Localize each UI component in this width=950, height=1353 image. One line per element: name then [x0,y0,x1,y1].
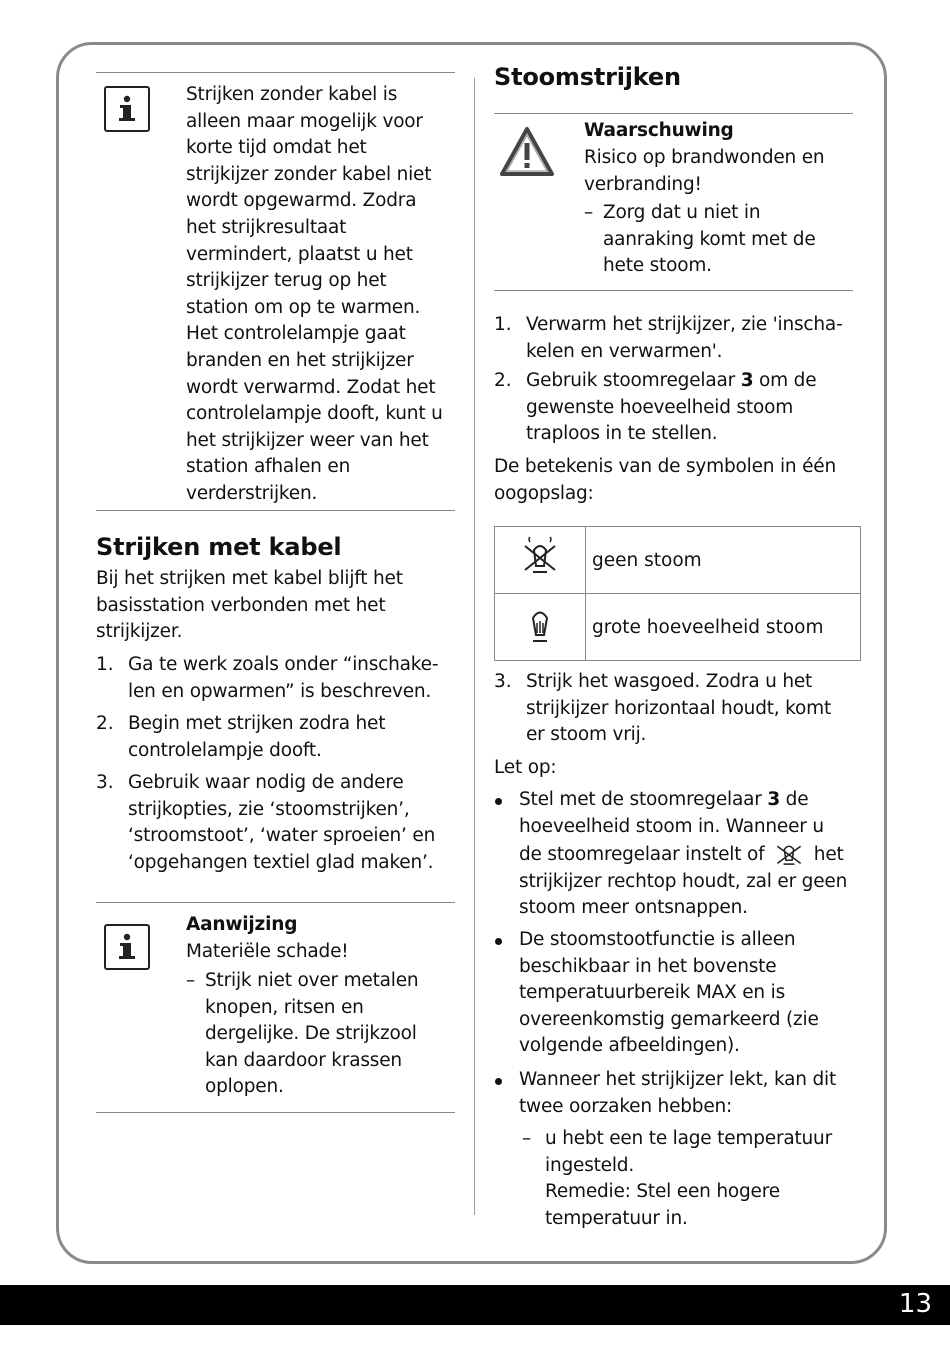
bullet-text: Wanneer het strijkijzer lekt, kan dit twee oorzaken hebben: [519,1069,837,1117]
bullet-text: De stoomstootfunctie is alleen beschikbaar in het bovenste temperatuurbereik MAX en is overeenkomstig gemarkeerd (zie volgende afbeeldingen). [519,929,819,1057]
warning-bottom-rule [494,290,853,291]
note-top-bottom-rule [96,510,455,511]
section-title-strijken-met-kabel: Strijken met kabel [96,533,342,561]
note-top-text: Strijken zonder kabel is alleen maar mogelijk voor korte tijd omdat het strijkijzer zonder kabel niet wordt opgewarmd. Zodra het strijkresultaat vermindert, plaatst u het strijkijzer terug op het station om op te warmen. Het controlelampje gaat branden en het strijkijzer wordt verwarmd. Zodat het controlelampje dooft, kunt u het strijkijzer weer van het station afhalen en verderstrijken. [186,84,443,504]
warning-title: Waarschuwing [584,120,734,141]
step-text: Ga te werk zoals onder “inschake- len en opwarmen” is beschreven. [128,654,439,702]
section-title-stoomstrijken: Stoomstrijken [494,63,681,91]
step-number: 1. [96,654,114,675]
step-text: Strijk het wasgoed. Zodra u het strijkijzer horizontaal houdt, komt er stoom vrij. [526,671,832,746]
note-dash-text: Strijk niet over metalen knopen, ritsen en dergelijke. De strijkzool kan daardoor krassen oplopen. [205,970,419,1098]
info-icon [104,924,150,970]
table-row [495,527,861,594]
max-steam-icon [520,603,560,647]
symbols-intro: De betekenis van de symbolen in één oogopslag: [494,456,837,504]
note-subtitle: Materiële schade! [186,941,349,962]
bullet-text: Stel met de stoomregelaar 3 de hoeveelheid stoom in. Wanneer u de stoomregelaar instelt of het strijkijzer rechtop houdt, zal er geen stoom meer ontsnappen. [519,789,848,919]
bullet-dot [495,938,502,945]
warning-dash: – [584,202,594,223]
letop-label: Let op: [494,757,557,778]
note-title: Aanwijzing [186,914,298,935]
note-top-rule [96,72,455,73]
bullet-dot [495,1078,502,1085]
note-dash: – [186,970,196,991]
step-number: 2. [494,370,512,391]
no-steam-icon [773,840,805,868]
symbol-label: grote hoeveelheid stoom [586,594,861,661]
bullet-dot [495,798,502,805]
symbol-cell [495,594,586,661]
table-row [495,594,861,661]
note-bottom-rule [96,902,455,903]
column-divider [474,78,475,1215]
step-number: 1. [494,314,512,335]
symbol-cell [495,527,586,594]
warning-triangle-icon [499,126,555,182]
symbol-label: geen stoom [586,527,861,594]
intro-paragraph: Bij het strijken met kabel blijft het basisstation verbonden met het strijkijzer. [96,568,403,643]
warning-text: Risico op brandwonden en verbranding! [584,147,825,195]
info-icon [104,86,150,132]
step-text: Verwarm het strijkijzer, zie 'inscha- kelen en verwarmen'. [526,314,843,362]
step-number: 3. [494,671,512,692]
step-number: 2. [96,713,114,734]
step-text: Begin met strijken zodra het controlelampje dooft. [128,713,386,761]
step-text: Gebruik waar nodig de andere strijkopties, zie ‘stoomstrijken’, ‘stroomstoot’, ‘water sproeien’ en ‘opgehangen textiel glad maken’. [128,772,436,873]
sub-text: u hebt een te lage temperatuur ingesteld. Remedie: Stel een hogere temperatuur in. [545,1128,832,1229]
symbols-table [494,526,861,661]
footer-bar [0,1285,950,1325]
step-number: 3. [96,772,114,793]
no-steam-icon [520,536,560,580]
page-number: 13 [898,1289,932,1319]
warning-dash-text: Zorg dat u niet in aanraking komt met de hete stoom. [603,202,816,277]
note-bottom-end-rule [96,1112,455,1113]
step-text: Gebruik stoomregelaar 3 om de gewenste hoeveelheid stoom traploos in te stellen. [526,370,817,445]
warning-top-rule [494,113,853,114]
sub-dash: – [522,1128,532,1149]
